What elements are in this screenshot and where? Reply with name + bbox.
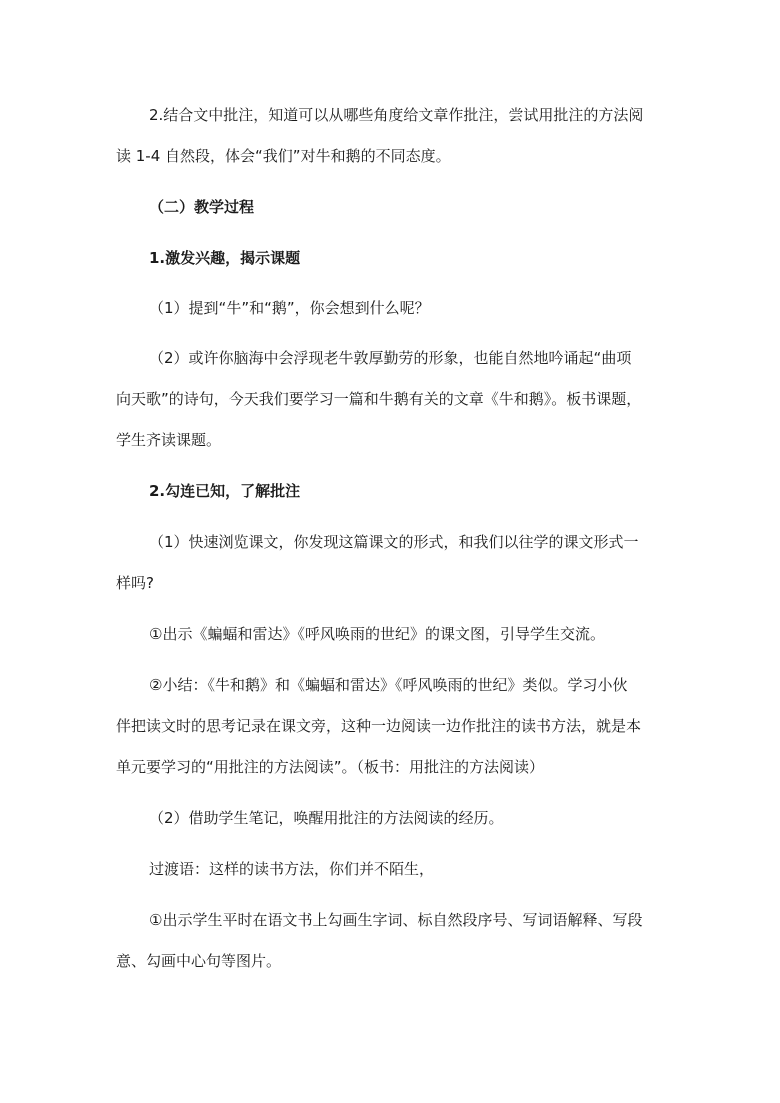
step-2-paragraph-1-line-1: （1）快速浏览课文，你发现这篇课文的形式，和我们以往学的课文形式一 <box>149 533 639 551</box>
step-1-title: 1.激发兴趣，揭示课题 <box>149 249 301 267</box>
objective-2-line-2: 读 1-4 自然段，体会“我们”对牛和鹅的不同态度。 <box>116 147 451 165</box>
step-1-paragraph-2-line-1: （2）或许你脑海中会浮现老牛敦厚勤劳的形象，也能自然地吟诵起“曲项 <box>149 349 632 367</box>
step-2-paragraph-6-line-2: 意、勾画中心句等图片。 <box>116 952 282 970</box>
step-2-paragraph-3-line-3: 单元要学习的“用批注的方法阅读”。（板书：用批注的方法阅读） <box>116 758 545 776</box>
step-2-paragraph-5: 过渡语：这样的读书方法，你们并不陌生， <box>149 860 435 878</box>
step-2-paragraph-2: ①出示《蝙蝠和雷达》《呼风唤雨的世纪》的课文图，引导学生交流。 <box>149 625 605 643</box>
section-heading-teaching-process: （二）教学过程 <box>149 198 255 216</box>
step-1-paragraph-2-line-2: 向天歌”的诗句，今天我们要学习一篇和牛鹅有关的文章《牛和鹅》。板书课题， <box>116 390 642 408</box>
step-2-paragraph-4: （2）借助学生笔记，唤醒用批注的方法阅读的经历。 <box>149 809 504 827</box>
step-2-paragraph-3-line-1: ②小结：《牛和鹅》和《蝙蝠和雷达》《呼风唤雨的世纪》类似。学习小伙 <box>149 676 628 694</box>
step-2-paragraph-6-line-1: ①出示学生平时在语文书上勾画生字词、标自然段序号、写词语解释、写段 <box>149 911 643 929</box>
step-1-paragraph-1: （1）提到“牛”和“鹅”，你会想到什么呢？ <box>149 299 430 317</box>
objective-2-line-1: 2.结合文中批注，知道可以从哪些角度给文章作批注，尝试用批注的方法阅 <box>149 106 644 124</box>
step-2-paragraph-3-line-2: 伴把读文时的思考记录在课文旁，这种一边阅读一边作批注的读书方法，就是本 <box>116 717 642 735</box>
step-1-paragraph-2-line-3: 学生齐读课题。 <box>116 431 222 449</box>
step-2-paragraph-1-line-2: 样吗? <box>116 574 154 592</box>
step-2-title: 2.勾连已知，了解批注 <box>149 482 301 500</box>
